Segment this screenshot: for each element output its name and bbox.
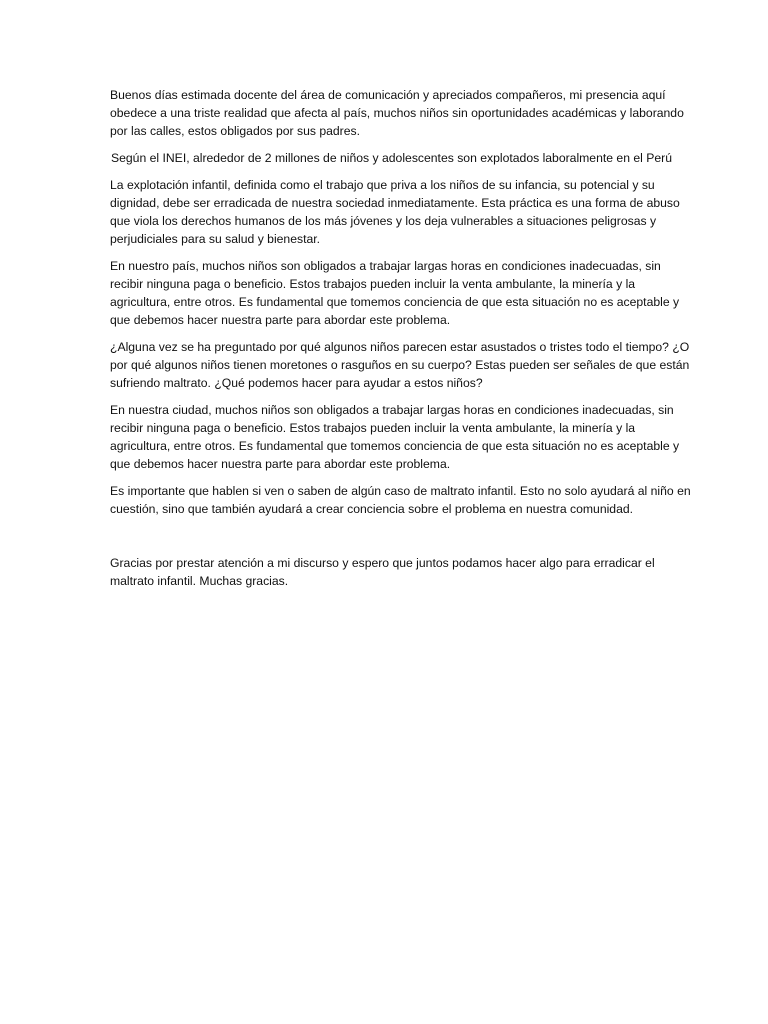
paragraph-country: En nuestro país, muchos niños son obligados a trabajar largas horas en condiciones inadecuadas, sin recibir ninguna paga o beneficio. Estos trabajos pueden incluir la venta ambulante, la minería y la agricultura, entre otros. Es fundamental que tomemos conciencia de que esta situación no es aceptable y que debemos hacer nuestra parte para abordar este problema. [110, 259, 680, 327]
paragraph-city: En nuestra ciudad, muchos niños son obligados a trabajar largas horas en condiciones inadecuadas, sin recibir ninguna paga o beneficio. Estos trabajos pueden incluir la venta ambulante, la minería y la agricultura, entre otros. Es fundamental que tomemos conciencia de que esta situación no es aceptable y que debemos hacer nuestra parte para abordar este problema. [110, 403, 680, 471]
blank-line [110, 527, 694, 554]
paragraph-questions: ¿Alguna vez se ha preguntado por qué algunos niños parecen estar asustados o tristes todo el tiempo? ¿O por qué algunos niños tienen moretones o rasguños en su cuerpo? Estas pueden ser señales de que están sufriendo maltrato. ¿Qué podemos hacer para ayudar a estos niños? [110, 340, 690, 390]
paragraph-call-to-action: Es importante que hablen si ven o saben de algún caso de maltrato infantil. Esto no solo ayudará al niño en cuestión, sino que también ayudará a crear conciencia sobre el problema en nuestra comunidad. [110, 484, 691, 516]
paragraph-closing: Gracias por prestar atención a mi discurso y espero que juntos podamos hacer algo para erradicar el maltrato infantil. Muchas gracias. [110, 556, 655, 588]
paragraph-statistic: Según el INEI, alrededor de 2 millones de niños y adolescentes son explotados laboralmente en el Perú [111, 151, 672, 165]
paragraph-greeting: Buenos días estimada docente del área de comunicación y apreciados compañeros, mi presencia aquí obedece a una triste realidad que afecta al país, muchos niños sin oportunidades académicas y laborando por las calles, estos obligados por sus padres. [110, 88, 684, 138]
document-body [110, 86, 694, 590]
paragraph-definition: La explotación infantil, definida como el trabajo que priva a los niños de su infancia, su potencial y su dignidad, debe ser erradicada de nuestra sociedad inmediatamente. Esta práctica es una forma de abuso que viola los derechos humanos de los más jóvenes y los deja vulnerables a situaciones peligrosas y perjudiciales para su salud y bienestar. [110, 178, 680, 246]
